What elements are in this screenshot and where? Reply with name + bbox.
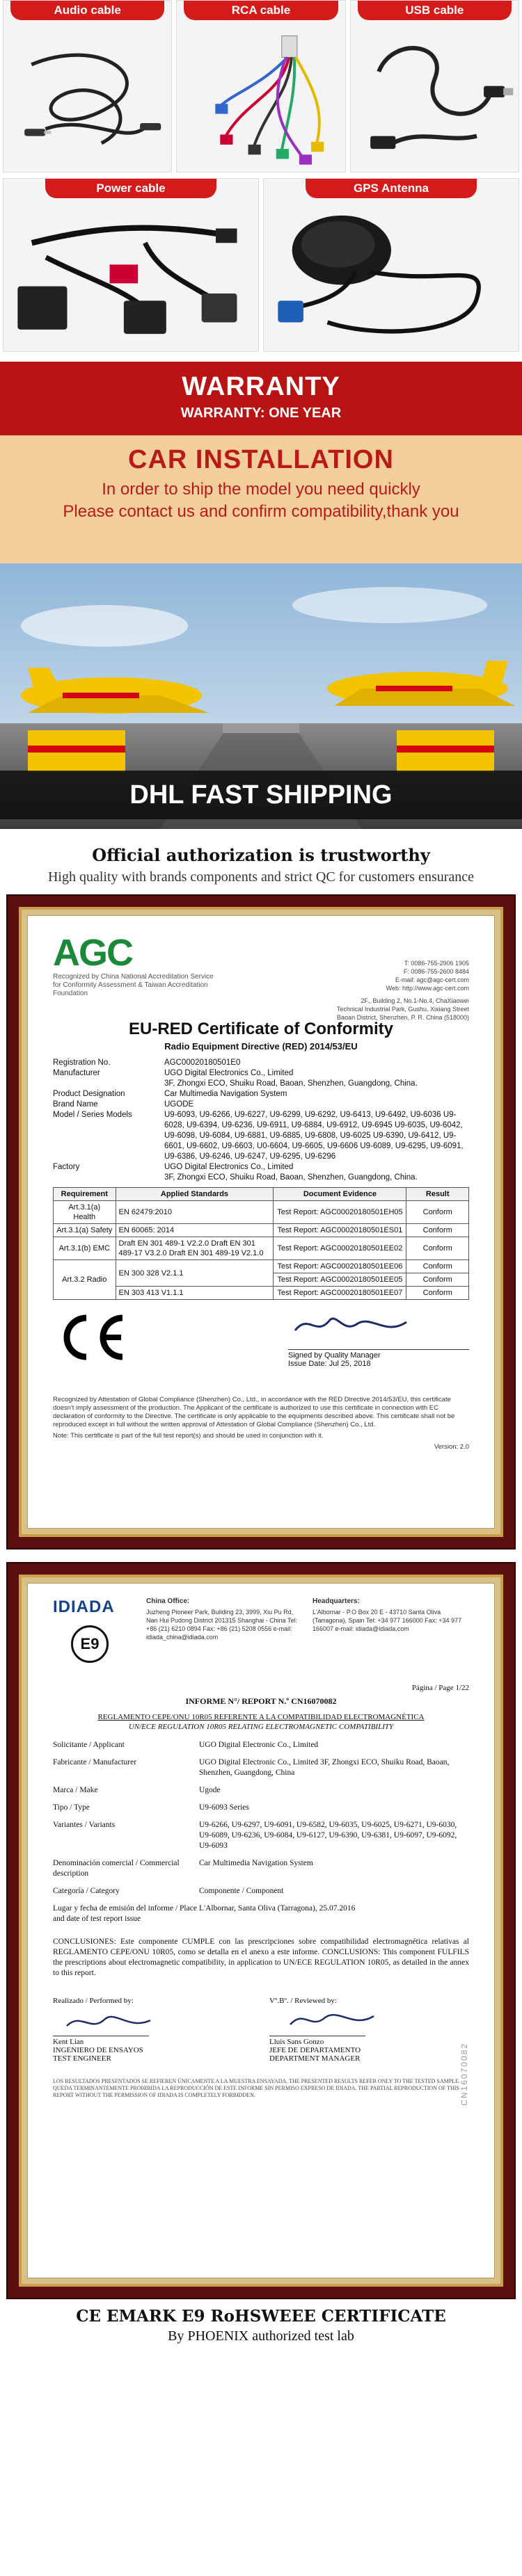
engineer-name: Kent Lian <box>53 2036 149 2046</box>
agc-contact-address-2: Technical Industrial Park, Gushu, Xixiang Street <box>336 1006 469 1013</box>
authorization-heading <box>0 829 522 896</box>
cell-requirement: Art.3.1(b) EMC <box>54 1237 116 1260</box>
cell-evidence: Test Report: AGC00020180501EE07 <box>274 1287 406 1300</box>
headquarters-title: Headquarters: <box>313 1597 360 1605</box>
accessory-label: Audio cable <box>10 1 164 20</box>
usb-cable-icon <box>351 22 519 172</box>
agc-footer-text: Recognized by Attestation of Global Compliance (Shenzhen) Co., Ltd., in accordance with the RED Directive 2014/53/EU, this certificate doesn't imply assessment of the production. The Applicant of the certificate is authorized to use this certificate in connection with EC declaration of conformity to the Directive. The certificate is only applicable to the equipments described above. This certificate shall not be reproduced except in full without the written approval of Attestation of Global Compliance (Shenzhen) Co., Ltd. <box>53 1396 455 1428</box>
field-value: Car Multimedia Navigation System <box>199 1859 313 1867</box>
car-installation-banner <box>0 435 522 563</box>
field-key: Manufacturer <box>53 1069 100 1077</box>
warranty-subtitle: WARRANTY: ONE YEAR <box>180 405 342 421</box>
cell-result: Conform <box>406 1260 469 1273</box>
idiada-header <box>53 1597 469 1681</box>
certificate-title: EU-RED Certificate of Conformity <box>128 1020 394 1038</box>
warranty-title: WARRANTY <box>182 372 340 401</box>
power-cable-icon <box>3 200 258 351</box>
e9-mark-icon: E9 <box>71 1625 109 1663</box>
agc-footer-note: Note: This certificate is part of the full test report(s) and should be used in conjunction with it. <box>53 1432 324 1440</box>
agc-field <box>53 1162 469 1173</box>
accessories-section <box>0 0 522 352</box>
conclusion-text: CONCLUSIONES: Este componente CUMPLE con las prescripciones sobre compatibilidad electromagnética relativas al REGLAMENTO CEPE/ONU 10R05, como se detalla en el anexo a este informe. CONCLUSIONS: This component FULFILS the prescriptions about electromagnetic compatibility, in application to UN/ECE REGULATION 10R05, as detailed in the annex to this report. <box>53 1938 469 1977</box>
agc-field <box>53 1110 469 1162</box>
china-office <box>136 1597 303 1681</box>
performed-by-label: Realizado / Performed by: <box>53 1997 134 2005</box>
idiada-signatures <box>53 1997 469 2063</box>
authorization-title: Official authorization is trustworthy <box>92 845 430 865</box>
idiada-brand: IDIADA <box>53 1597 115 1616</box>
agc-certificate <box>27 915 495 1529</box>
audio-cable-icon <box>3 22 171 172</box>
installation-title: CAR INSTALLATION <box>128 445 394 474</box>
agc-contact-email: E-mail: agc@agc-cert.com <box>395 976 469 983</box>
final-subtitle: By PHOENIX authorized test lab <box>168 2328 354 2344</box>
field-value: AGC00020180501E0 <box>164 1058 241 1067</box>
agc-logo-mark: AGC <box>53 932 132 974</box>
accessory-row-1 <box>0 0 522 172</box>
agc-contact-fax: F: 0086-755-2600 8484 <box>403 968 469 975</box>
idiada-certificate-frame <box>8 1563 514 2298</box>
field-key: Categoría / Category <box>53 1887 120 1895</box>
cell-result: Conform <box>406 1224 469 1237</box>
agc-field-list <box>53 1058 469 1183</box>
table-row <box>54 1237 469 1260</box>
field-key: Fabricante / Manufacturer <box>53 1758 137 1766</box>
cell-standard: EN 303 413 V1.1.1 <box>116 1287 274 1300</box>
field-value: UGO Digital Electronics Co., Limited <box>164 1069 294 1077</box>
column-header: Requirement <box>54 1188 116 1201</box>
field-key: Product Designation <box>53 1090 125 1098</box>
field-key: Variantes / Variants <box>53 1821 116 1829</box>
field-value: Car Multimedia Navigation System <box>164 1090 287 1098</box>
cell-evidence: Test Report: AGC00020180501ES01 <box>274 1224 406 1237</box>
signed-by: Signed by Quality Manager <box>288 1349 469 1360</box>
agc-logo-caption: Recognized by China National Accreditation Service for Conformity Assessment & Taiwan Accreditation Foundation <box>53 973 214 997</box>
cell-standard: EN 60065: 2014 <box>116 1224 274 1237</box>
rca-cable-icon <box>177 22 345 172</box>
idiada-field <box>53 1886 469 1897</box>
final-title: CE EMARK E9 RoHSWEEE CERTIFICATE <box>76 2307 446 2326</box>
china-office-title: China Office: <box>146 1597 190 1605</box>
field-key: Tipo / Type <box>53 1803 90 1812</box>
field-value: 3F, Zhongxi ECO, Shuiku Road, Baoan, Shenzhen, Guangdong, China. <box>164 1079 418 1088</box>
manager-name: Lluis Sans Gonzo <box>269 2036 365 2046</box>
idiada-field <box>53 1820 469 1851</box>
idiada-certificate <box>27 1583 495 2278</box>
cell-result: Conform <box>406 1273 469 1287</box>
table-row <box>54 1224 469 1237</box>
cell-requirement: Art.3.1(a) Health <box>54 1201 116 1224</box>
agc-field <box>53 1079 469 1089</box>
idiada-field <box>53 1903 469 1924</box>
field-value: UGO Digital Electronic Co., Limited 3F, Zhongxi ECO, Shuiku Road, Baoan, Shenzhen, Guangdong, China <box>199 1758 450 1777</box>
field-value: UGO Digital Electronic Co., Limited <box>199 1741 319 1749</box>
final-caption <box>0 2298 522 2345</box>
field-value: UGO Digital Electronics Co., Limited <box>164 1163 294 1171</box>
report-number: INFORME N°/ REPORT N.º CN16070082 <box>185 1696 337 1706</box>
reviewed-by-label: Vº.Bº. / Reviewed by: <box>269 1997 337 2005</box>
handwritten-signature-icon <box>269 2005 381 2036</box>
agc-contact-phone: T: 0086-755-2906 1905 <box>404 960 469 967</box>
side-report-code: CN16070082 <box>459 2043 469 2106</box>
accessory-gps-antenna <box>263 178 519 352</box>
agc-field <box>53 1173 469 1183</box>
field-value: UGODE <box>164 1100 194 1109</box>
column-header: Result <box>406 1188 469 1201</box>
page-number: Página / Page 1/22 <box>411 1684 469 1692</box>
cell-result: Conform <box>406 1237 469 1260</box>
installation-line-1: In order to ship the model you need quickly <box>102 480 420 499</box>
agc-contact-address-3: Baoan District, Shenzhen, P. R. China (518000) <box>337 1014 469 1021</box>
cell-requirement: Art.3.2 Radio <box>54 1260 116 1300</box>
accessory-label: USB cable <box>358 1 512 20</box>
field-key: Denominación comercial / Commercial description <box>53 1859 180 1878</box>
regulation-spanish: REGLAMENTO CEPE/ONU 10R05 REFERENTE A LA COMPATIBILIDAD ELECTROMAGNÉTICA <box>97 1713 425 1721</box>
authorization-subtitle: High quality with brands components and strict QC for customers ensurance <box>47 869 475 885</box>
engineer-signature <box>53 2005 149 2036</box>
signature-mark <box>288 1310 469 1349</box>
engineer-title: INGENIERO DE ENSAYOS TEST ENGINEER <box>53 2046 143 2063</box>
cell-requirement: Art.3.1(a) Safety <box>54 1224 116 1237</box>
idiada-notes: LOS RESULTADOS PRESENTADOS SE REFIEREN ÚNICAMENTE A LA MUESTRA ENSAYADA. THE PRESENTED RESULTS REFER ONLY TO THE TESTED SAMPLE. QUEDA TERMINANTEMENTE PROHIBIDA LA REPRODUCCIÓN DE ESTE INFORME SIN PERMISO EXPRESO DE IDIADA. THE PARTIAL REPRODUCTION OF THIS REPORT WITHOUT THE PERMISSION OF IDIADA IS COMPLETELY FORBIDDEN. <box>53 2078 460 2098</box>
field-key: Lugar y fecha de emisión del informe / Place and date of test report issue <box>53 1904 197 1923</box>
table-row <box>54 1260 469 1273</box>
agc-signature-block <box>288 1310 469 1393</box>
handwritten-signature-icon <box>53 2005 164 2036</box>
agc-field <box>53 1068 469 1079</box>
field-value: Componente / Component <box>199 1887 284 1895</box>
cell-standard: EN 300 328 V2.1.1 <box>116 1260 274 1287</box>
performed-by-block <box>53 1997 253 2063</box>
field-key: Registration No. <box>53 1058 111 1067</box>
field-key: Solicitante / Applicant <box>53 1741 125 1749</box>
agc-signature-area <box>53 1310 469 1393</box>
field-value: L'Albornar, Santa Oliva (Tarragona), 25.07.2016 <box>199 1904 356 1913</box>
agc-field <box>53 1100 469 1110</box>
field-value: U9-6093 Series <box>199 1803 249 1812</box>
field-key: Marca / Make <box>53 1786 98 1794</box>
manager-signature <box>269 2005 365 2036</box>
regulation-title <box>53 1712 469 1732</box>
cell-evidence: Test Report: AGC00020180501EH05 <box>274 1201 406 1224</box>
accessory-label: RCA cable <box>184 1 338 20</box>
headquarters <box>303 1597 469 1681</box>
ce-mark-icon <box>53 1310 129 1365</box>
regulation-english: UN/ECE REGULATION 10R05 RELATING ELECTROMAGNETIC COMPATIBILITY <box>128 1723 394 1731</box>
issue-date: Issue Date: Jul 25, 2018 <box>288 1360 371 1368</box>
certificate-subtitle: Radio Equipment Directive (RED) 2014/53/EU <box>164 1041 358 1052</box>
idiada-field <box>53 1740 469 1750</box>
table-row <box>54 1201 469 1224</box>
spacer <box>0 1548 522 1563</box>
field-key <box>53 1079 164 1089</box>
cell-evidence: Test Report: AGC00020180501EE06 <box>274 1260 406 1273</box>
handwritten-signature-icon <box>288 1310 427 1340</box>
idiada-side-band <box>459 2043 487 2106</box>
field-value: U9-6093, U9-6266, U9-6227, U9-6299, U9-6292, U9-6413, U9-6492, U9-6036 U9-6028, U9-6394, U9-6236, U9-6911, U9-6884, U9-6912, U9-6945 U9-6035, U9-6042, U9-6098, U9-6084, U9-6881, U9-6885, U9-6808, U9-6025 U9-6390, U9-6412, U9-6601, U9-6602, U9-6603, U0-6604, U9-6605, U9-6606 U9-6089, U9-6295, U9-6091, U9-6386, U9-6246, U9-6247, U9-6295, U9-6296 <box>164 1111 464 1161</box>
field-key: Brand Name <box>53 1100 98 1109</box>
cell-evidence: Test Report: AGC00020180501EE02 <box>274 1237 406 1260</box>
field-value: U9-6266, U9-6297, U9-6091, U9-6582, U9-6035, U9-6025, U9-6271, U9-6030, U9-6089, U9-6236, U9-6084, U9-6127, U9-6390, U9-6381, U9-6097, U9-6092, U9-6093 <box>199 1821 457 1850</box>
cell-evidence: Test Report: AGC00020180501EE05 <box>274 1273 406 1287</box>
accessory-power-cable <box>3 178 259 352</box>
idiada-field <box>53 1858 469 1879</box>
requirements-table <box>53 1187 469 1300</box>
agc-contact <box>316 933 469 1021</box>
column-header: Applied Standards <box>116 1188 274 1201</box>
agc-certificate-frame <box>8 896 514 1548</box>
accessory-rca-cable <box>176 0 345 172</box>
dhl-fast-shipping-banner: DHL FAST SHIPPING <box>0 771 522 819</box>
idiada-field-list <box>53 1740 469 1924</box>
cell-result: Conform <box>406 1201 469 1224</box>
agc-contact-address-1: 2F., Building 2, No.1-No.4, ChaXiaowei <box>361 997 469 1004</box>
idiada-field <box>53 1785 469 1796</box>
idiada-field <box>53 1757 469 1778</box>
dhl-shipping-photo <box>0 563 522 829</box>
installation-line-2: Please contact us and confirm compatibility,thank you <box>63 502 459 521</box>
reviewed-by-block <box>269 1997 469 2063</box>
agc-field <box>53 1089 469 1100</box>
cell-standard: Draft EN 301 489-1 V2.2.0 Draft EN 301 489-17 V3.2.0 Draft EN 301 489-19 V2.1.0 <box>116 1237 274 1260</box>
field-key: Model / Series Models <box>53 1111 132 1119</box>
table-row <box>54 1287 469 1300</box>
column-header: Document Evidence <box>274 1188 406 1201</box>
idiada-field <box>53 1803 469 1813</box>
gps-antenna-icon <box>264 200 519 351</box>
accessory-audio-cable <box>3 0 172 172</box>
agc-header <box>53 932 469 1021</box>
agc-field <box>53 1058 469 1068</box>
cell-result: Conform <box>406 1287 469 1300</box>
warranty-banner <box>0 362 522 435</box>
table-header-row <box>54 1188 469 1201</box>
china-office-text: Juzheng Pioneer Park, Building 23, 3999, Xiu Pu Rd, Nan Hui Pudong District 201315 Shanghai - China Tel: +86 (21) 6210 0894 Fax: +86 (21) 5208 0556 e-mail: idiada_china@idiada.com <box>146 1609 297 1641</box>
agc-contact-web: Web: http://www.agc-cert.com <box>386 985 469 992</box>
accessory-usb-cable <box>350 0 519 172</box>
field-key <box>53 1173 164 1183</box>
cell-standard: EN 62479:2010 <box>116 1201 274 1224</box>
idiada-logo <box>53 1597 136 1681</box>
agc-logo <box>53 933 220 1015</box>
manager-title: JEFE DE DEPARTAMENTO DEPARTMENT MANAGER <box>269 2046 361 2063</box>
field-key: Factory <box>53 1163 80 1171</box>
accessory-label: Power cable <box>45 179 216 198</box>
field-value: Ugode <box>199 1786 221 1794</box>
agc-version: Version: 2.0 <box>434 1443 469 1451</box>
accessory-label: GPS Antenna <box>306 179 477 198</box>
accessory-row-2 <box>0 178 522 352</box>
field-value: 3F, Zhongxi ECO, Shuiku Road, Baoan, Shenzhen, Guangdong, China. <box>164 1173 418 1182</box>
headquarters-text: L'Albornar - P.O Box 20 E - 43710 Santa Oliva (Tarragona), Spain Tel: +34 977 166000 Fax: +34 977 166007 e-mail: idiada@idiada.com <box>313 1609 461 1632</box>
